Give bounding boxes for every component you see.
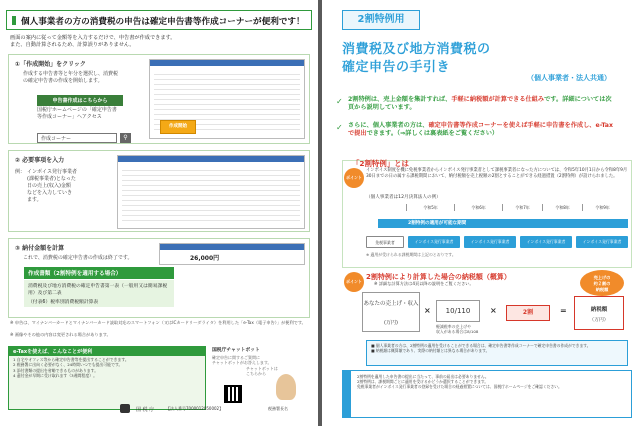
timeline-year: 令和5年 [406, 204, 454, 211]
step2-body [27, 169, 77, 204]
twenty-percent-box: 2割 [506, 305, 550, 321]
example-label: （個人事業者は12月決算法人の例） [366, 195, 441, 200]
screenshot-header [118, 156, 304, 162]
special-rule-badge: 2割特例用 [342, 10, 420, 30]
step2-body-line: などを入力していき [27, 190, 73, 196]
calc-note: ※ 詳細な計算方法は4頁以降の説明をご覧ください。 [374, 281, 474, 286]
period-arrow: 2割特例の適用が可能な期間 [378, 219, 628, 228]
screenshot-input [117, 155, 305, 229]
etax-item: 3 添付書類の提出を省略できるものがあります。 [13, 367, 99, 373]
right-page [322, 0, 640, 426]
step3-body: これで、消費税の確定申告書の作成は終了です。 [23, 255, 133, 261]
chatbot-heading: 国税庁チャットボット [212, 348, 260, 353]
result-box [574, 296, 624, 330]
etax-item: 2 税務署に出向く必要がなく、24時間いつでも提出可能です。 [13, 362, 123, 368]
point-1 [348, 96, 616, 113]
etax-body [13, 357, 201, 379]
point-text: です。詳細については次頁から説明しています。 [348, 96, 612, 112]
period-caption: ※ 適用が受けられる課税期間は上記のとおりです。 [366, 252, 456, 257]
step2-box [8, 150, 310, 232]
search-icon[interactable]: ⚲ [120, 133, 131, 143]
agency-name: 国 税 庁 [136, 407, 155, 413]
step2-body-line: (課税事業者)となった [27, 176, 76, 182]
what-body: インボイス制度を機に免税事業者からインボイス発行事業者として課税事業者になった方については、令和5年10月1日から令和8年9月30日までの日の属する課税期間において、納付税額を売上税額の2割とすることができる経過措置（2割特例）が設けられました。 [366, 168, 628, 179]
tax-office-name: 税務署長名 [268, 406, 288, 411]
etax-heading: e-Taxを使えば、こんなことが便利 [9, 347, 205, 356]
example-label: 例： [15, 169, 26, 175]
start-button[interactable]: 作成開始 [160, 120, 196, 134]
status-box: 免税事業者 [366, 236, 404, 248]
timeline-year: 令和6年 [454, 204, 502, 211]
agency-emblem-icon [120, 404, 130, 413]
callout-line: 約２割の [593, 281, 611, 286]
multiply-sign: × [424, 306, 431, 315]
subtitle: （個人事業者・法人共通） [527, 74, 611, 82]
qr-code-icon[interactable] [224, 385, 242, 403]
create-link[interactable]: 申告書作成はこちらから [37, 95, 123, 106]
step3-heading: ③ 納付金額を計算 [15, 245, 65, 252]
left-page [0, 0, 318, 426]
status-box: インボイス発行事業者 [520, 236, 572, 248]
search-input[interactable]: 作成コーナー [37, 133, 117, 143]
mascot-icon [276, 374, 296, 400]
check-icon: ✓ [336, 123, 343, 132]
tax-amount: 26,000円 [190, 255, 220, 262]
corporate-number: 【法人番号7000012050002】 [166, 406, 224, 411]
point-highlight: 手軽に納税額が計算できる仕組み [451, 96, 545, 103]
step1-body-line: 作成する申告書等と年分を選択し、消費税 [23, 71, 119, 77]
chatbot-body [212, 355, 310, 377]
chatbot-line: チャットボットは [246, 365, 278, 371]
screenshot-header [150, 60, 304, 66]
calc-heading: 2割特例により計算した場合の納税額（概算） [366, 273, 511, 281]
rate-box: 10/110 [436, 300, 480, 322]
etax-item: 1 自宅やオフィス等から確定申告書等を提出することができます。 [13, 357, 129, 362]
link-sub-line: 等作成コーナー」へアクセス [37, 114, 102, 120]
point-tag: ポイント [344, 168, 364, 188]
screenshot-form [122, 166, 300, 224]
screenshot-start [149, 59, 305, 139]
doc-item: （付表6）税率別消費税額計算表 [24, 296, 174, 307]
title-line2: 確定申告の手引き [342, 60, 451, 75]
timeline-year: 令和9年 [582, 204, 622, 211]
result-unit: （万円） [589, 318, 609, 323]
link-sub [37, 107, 117, 121]
etax-box [8, 346, 206, 410]
screenshot-result [159, 243, 305, 265]
legend-box [366, 340, 628, 366]
doc-item: 消費税及び地方消費税の確定申告書第一表（一般用又は簡易課税用）及び第二表 [24, 280, 174, 298]
chatbot-line: 確定申告に関するご質問に [212, 355, 260, 360]
multiply-sign: × [490, 306, 497, 315]
sales-box [362, 292, 420, 332]
note-item: 免税事業者がインボイス発行事業者の登録を受けた場合の経過措置については、国税庁ホームページをご確認ください。 [357, 384, 562, 390]
callout-line: 売上げの [593, 275, 611, 280]
docs-heading: 作成書類（2割特例を適用する場合） [24, 267, 174, 279]
timeline-year: 令和7年 [502, 204, 542, 211]
note: ※ 画像やその他の内容は変更される場合があります。 [10, 332, 111, 337]
legend-item: ■ 納税額は概算額であり、実際の納付額とは異なる場合があります。 [371, 348, 490, 353]
note-item: 2割特例は、課税期間ごとに適用を受けるかどうか選択することができます。 [357, 379, 489, 385]
status-box: インボイス発行事業者 [408, 236, 460, 248]
step1-heading: ①「作成開始」をクリック [15, 61, 86, 68]
what-heading: 「2割特例」とは [352, 159, 409, 168]
point-2 [348, 122, 616, 139]
intro-line: 画面の案内に従って金額等を入力するだけで、申告書が作成できます。 [10, 35, 176, 41]
title-line1: 消費税及び地方消費税の [342, 42, 491, 57]
timeline-year: 令和8年 [542, 204, 582, 211]
result-label: 納税額 [590, 307, 608, 313]
rate-note: 軽減税率の売上げや [436, 324, 472, 329]
rate-note: 収入がある場合は8/108 [436, 329, 479, 334]
point-text: できます。（⇒詳しくは裏表紙をご覧ください） [366, 130, 499, 138]
notes-box [342, 370, 632, 418]
step1-body-line: の確定申告書の作成を開始します。 [23, 78, 103, 84]
screenshot-header [160, 244, 304, 250]
sales-unit: (万円) [384, 320, 398, 326]
chatbot-line: こちらから [246, 371, 266, 377]
point-highlight: 確定申告書等作成コーナーを使えば手軽に申告書を作成し、e-Taxで提出 [348, 122, 613, 138]
left-title: 個人事業者の方の消費税の申告は確定申告書等作成コーナーが便利です！ [6, 10, 312, 30]
note-item: 2割特例を適用した申告書の提出に当たって、事前の届出は必要ありません。 [357, 374, 489, 379]
note: ※ 申告は、マイナンバーカードとマイナンバーカード読取対応のスマートフォン（又はICカードリーダライタ）を利用した「e-Tax（電子申告）」が便利です。 [10, 320, 306, 325]
status-box: インボイス発行事業者 [464, 236, 516, 248]
etax-item: 4 還付金が早期に受け取れます（3週間程度）。 [13, 373, 97, 379]
notes-bar [343, 371, 351, 417]
check-icon: ✓ [336, 97, 343, 106]
step2-body-line: 日の売上(収入)金額 [27, 183, 71, 189]
step1-body [23, 71, 118, 85]
notes-body [357, 374, 627, 390]
point-tag: ポイント [344, 272, 364, 292]
step2-body-line: ます。 [27, 197, 42, 203]
step2-body-line: インボイス発行事業者 [27, 169, 77, 175]
point-text: さらに、個人事業者の方は、 [348, 122, 429, 129]
sales-label: あなたの売上げ・収入 [363, 301, 419, 307]
intro-line: また、自動計算されるため、計算誤りがありません。 [10, 42, 135, 49]
point-text: 2割特例は、売上金額を集計すれば、 [348, 96, 452, 103]
step2-heading: ② 必要事項を入力 [15, 157, 65, 164]
equals-sign: = [560, 306, 567, 315]
callout-bubble [580, 270, 624, 296]
status-box: インボイス発行事業者 [576, 236, 628, 248]
callout-line: 納税額 [595, 287, 609, 292]
intro-text [10, 35, 175, 50]
chatbot-line: チャットボットがお答えします。 [212, 360, 272, 366]
step1-box [8, 54, 310, 144]
legend-item: ■ 個人事業者の方は、2割特例の適用を受けることができる場合は、確定申告書等作成コーナーで確定申告書の作成ができます。 [371, 343, 591, 348]
link-sub-line: 国税庁ホームページの「確定申告書 [37, 107, 117, 113]
